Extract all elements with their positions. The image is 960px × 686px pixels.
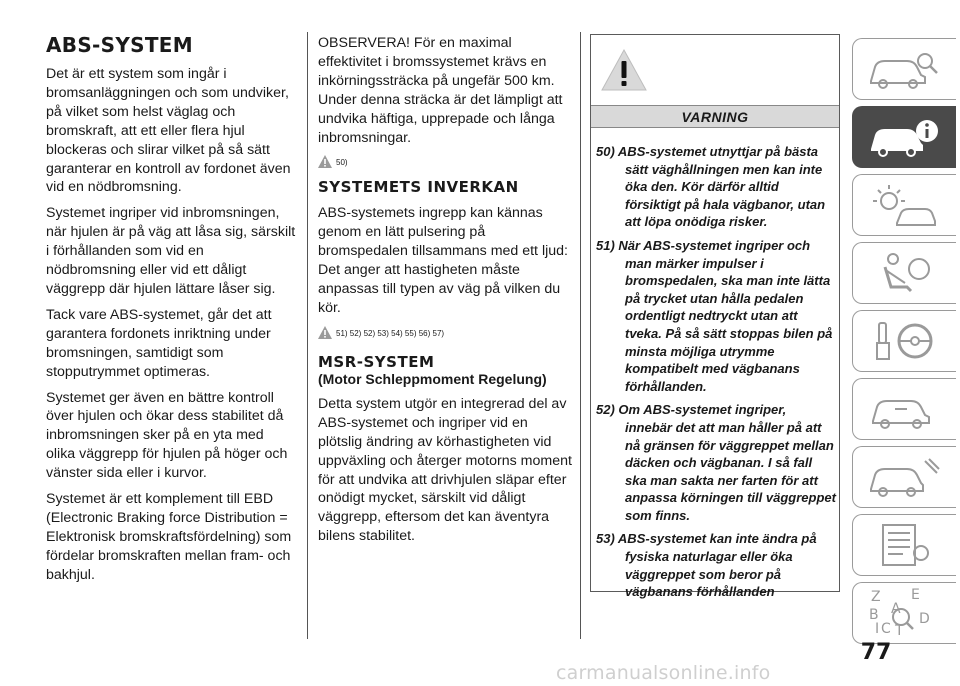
column-divider	[580, 32, 581, 639]
car-emergency-icon	[867, 387, 943, 431]
tab-alphabetical-index[interactable]	[852, 582, 956, 644]
middle-column	[318, 34, 572, 553]
observe-note: OBSERVERA! För en maximal effektivitet i bromssystemet krävs en inkörningssträcka på ungefär 500 km. Under denna sträcka är det lämpligt att undvika häftiga, upprepade och långa inbromsningar.	[318, 35, 563, 146]
steering-key-icon	[867, 319, 943, 363]
warning-item: 51) När ABS-systemet ingriper och man märker impulser i bromspedalen, ska man inte lätta på trycket utan hålla pedalen ordentligt nedtryckt utan att tveka. På så sätt stoppas bilen på minsta möjliga utrymme kompatibelt med vägbanans förhållanden.	[596, 237, 833, 394]
index-letter: Z	[871, 589, 881, 605]
abs-system-heading: ABS-SYSTEM	[46, 33, 193, 57]
tab-warning-lights[interactable]	[852, 174, 956, 236]
msr-system-heading: MSR-SYSTEM	[318, 352, 435, 371]
warning-triangle-icon	[601, 49, 647, 91]
warning-reference	[318, 155, 572, 168]
abs-paragraph: Det är ett system som ingår i bromsanläggningen och som undviker, på vilket som helst väglag och bromskraft, att ett eller flera hjul blockeras och slirar vilket på så sätt garanterar en kontroll av fordonet även vid en nödbromsning.	[46, 66, 291, 196]
warning-item: 52) Om ABS-systemet ingriper, innebär det att man håller på att nå gränsen för väggreppet mellan däcken och vägbanan. I så fall ska man sakta ner farten för att anpassa körningen till väggreppet som finns.	[596, 402, 836, 523]
warning-item: 50) ABS-systemet utnyttjar på bästa sätt väghållningen men kan inte öka den. Kör därför alltid försiktigt på hala vägbanor, utan att löpa onödiga risker.	[596, 144, 826, 230]
msr-text: Detta system utgör en integrerad del av ABS-systemet och ingriper vid en plötslig ändring av körhastigheten vid uppväxling och återger motorns moment för att undvika att drivhjulen släpar efter onödigt mycket, särskilt vid dåligt väggrepp, eftersom det kan äventyra bilens stabilitet.	[318, 395, 572, 545]
msr-subtitle: (Motor Schleppmoment Regelung)	[318, 370, 547, 387]
tab-car-info[interactable]	[852, 106, 956, 168]
warning-header-label: VARNING	[681, 108, 749, 125]
abs-paragraph: Systemet är ett komplement till EBD (Electronic Braking force Distribution = Elektronisk bromskraftsfördelning) som fördelar bromskraften mellan fram- och bakhjul.	[46, 491, 292, 583]
technical-data-icon	[867, 523, 943, 567]
car-info-icon	[867, 115, 943, 159]
tab-seat-airbag[interactable]	[852, 242, 956, 304]
inverkan-text: ABS-systemets ingrepp kan kännas genom en lätt pulsering på bromspedalen tillsammans med ett ljud: Det anger att hastigheten måste anpassas till typen av väg på vilken du kör.	[318, 205, 568, 316]
index-letter: D	[919, 611, 930, 627]
warning-triangle-icon	[318, 155, 332, 168]
reference-numbers: 50)	[336, 158, 348, 168]
index-letter: A	[891, 601, 901, 617]
column-divider	[307, 32, 308, 639]
warning-header	[591, 105, 839, 128]
warning-item: 53) ABS-systemet kan inte ändra på fysiska naturlagar eller öka väggreppet som beror på vägbanans förhållanden	[596, 531, 817, 600]
chapter-sidebar	[852, 38, 956, 650]
warning-triangle-icon	[318, 326, 332, 339]
reference-numbers: 51) 52) 52) 53) 54) 55) 56) 57)	[336, 328, 445, 338]
left-column	[46, 34, 296, 592]
index-letter: I	[875, 621, 880, 637]
alphabetical-index-icon	[867, 587, 943, 637]
warning-list	[596, 143, 836, 607]
index-letter: B	[869, 607, 879, 623]
tab-car-search[interactable]	[852, 38, 956, 100]
index-letter: E	[911, 587, 920, 603]
tab-technical-data[interactable]	[852, 514, 956, 576]
car-search-icon	[867, 47, 943, 91]
warning-reference	[318, 326, 572, 339]
seat-airbag-icon	[867, 251, 943, 295]
systemets-inverkan-heading: SYSTEMETS INVERKAN	[318, 178, 519, 197]
index-letter: T	[895, 623, 904, 637]
tab-car-emergency[interactable]	[852, 378, 956, 440]
watermark: carmanualsonline.info	[556, 662, 771, 684]
abs-paragraph: Systemet ger även en bättre kontroll över hjulen och ökar dess stabilitet då inbromsningen sker på en yta med olika väggrepp för hjulen på höger och vänster sida eller i kurvor.	[46, 389, 288, 482]
index-letter: C	[881, 621, 891, 637]
abs-paragraph: Tack vare ABS-systemet, går det att garantera fordonets inriktning under bromsningen, samtidigt som stopputrymmet optimeras.	[46, 306, 272, 380]
tab-car-service[interactable]	[852, 446, 956, 508]
warning-lights-icon	[867, 183, 943, 227]
car-service-icon	[867, 455, 943, 499]
warning-box	[590, 34, 840, 600]
tab-steering-key[interactable]	[852, 310, 956, 372]
abs-paragraph: Systemet ingriper vid inbromsningen, när hjulen är på väg att låsa sig, särskilt i förhållanden som vid en nödbromsning eller vid ett dåligt väggrepp där hjulen lättare låser sig.	[46, 205, 296, 297]
page-number: 77	[860, 640, 892, 665]
